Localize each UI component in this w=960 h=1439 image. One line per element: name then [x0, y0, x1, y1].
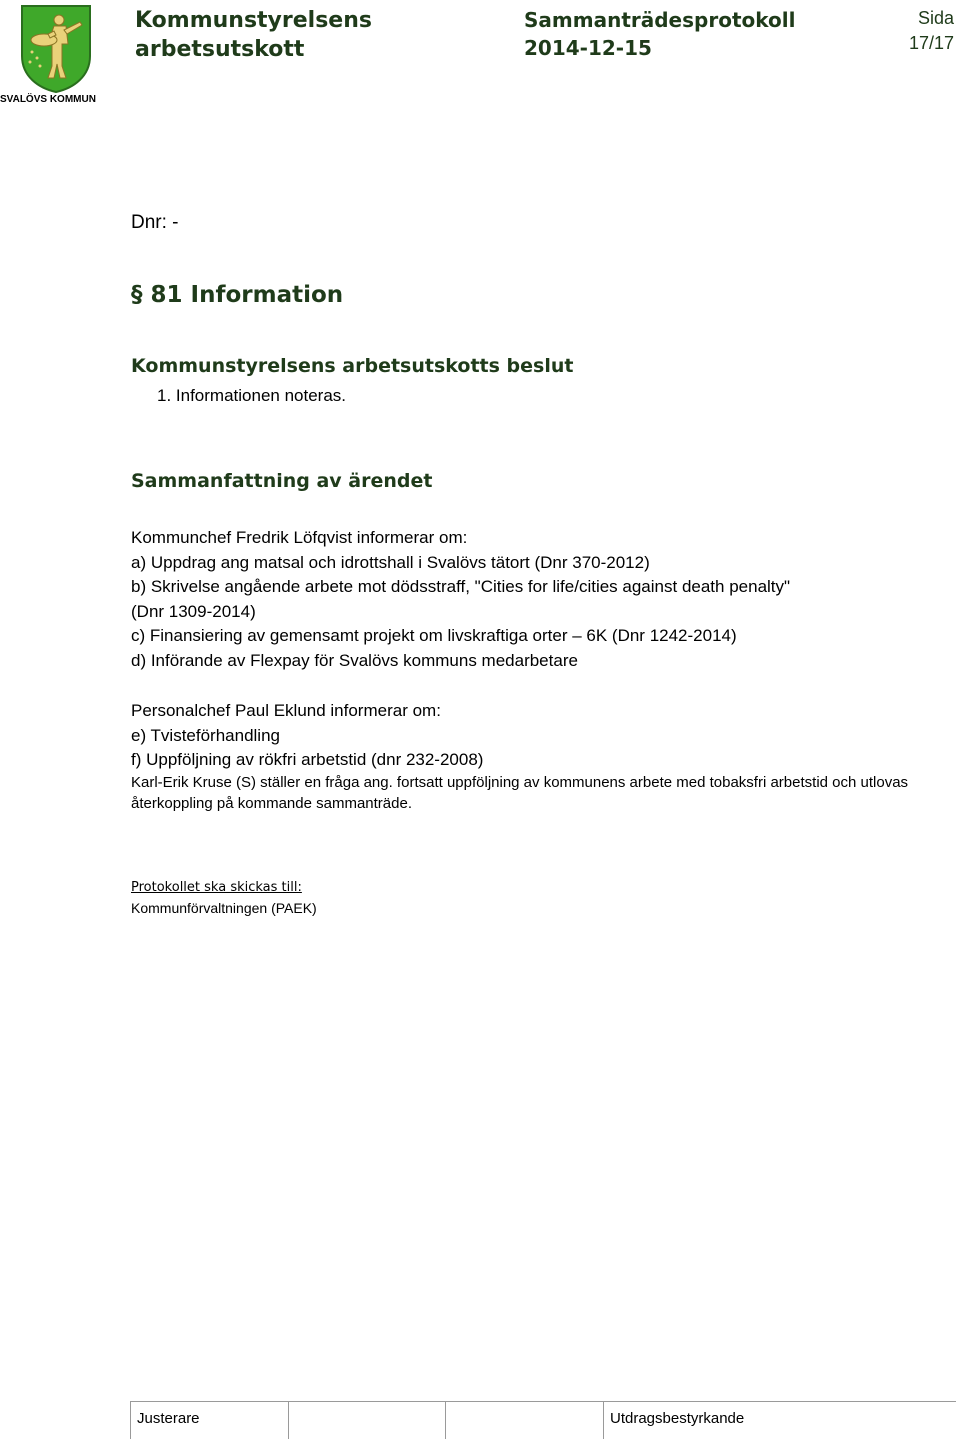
protocol-date: 2014-12-15 [524, 36, 652, 60]
footer-justerare-label: Justerare [137, 1410, 200, 1427]
footer-cell [445, 1402, 446, 1439]
summary-heading: Sammanfattning av ärendet [131, 470, 433, 492]
decision-item: 1. Informationen noteras. [157, 386, 347, 405]
summary-line: (Dnr 1309-2014) [131, 601, 256, 621]
summary-line: e) Tvisteförhandling [131, 725, 280, 745]
recipients-value: Kommunförvaltningen (PAEK) [131, 900, 317, 916]
footer-cell [130, 1402, 131, 1439]
summary-line: Personalchef Paul Eklund informerar om: [131, 701, 441, 720]
organization-line-2: arbetsutskott [135, 37, 305, 62]
summary-line: d) Införande av Flexpay för Svalövs kommuns medarbetare [131, 650, 578, 670]
page-number: 17/17 [908, 33, 954, 53]
summary-line: b) Skrivelse angående arbete mot dödsstraff, "Cities for life/cities against death penalty" [131, 577, 791, 597]
summary-line: f) Uppföljning av rökfri arbetstid (dnr 232-2008) [131, 750, 484, 770]
protocol-title: Sammanträdesprotokoll [524, 8, 796, 32]
footer-cell [288, 1402, 289, 1439]
decision-list [157, 385, 346, 407]
section-heading [131, 282, 343, 308]
organization-line-1: Kommunstyrelsens [135, 8, 372, 33]
case-number: Dnr: - [131, 212, 179, 233]
organization-name [135, 6, 372, 64]
footer-utdrag-label: Utdragsbestyrkande [610, 1410, 745, 1427]
summary-line: a) Uppdrag ang matsal och idrottshall i Svalövs tätort (Dnr 370-2012) [131, 552, 650, 572]
summary-note: Karl-Erik Kruse (S) ställer en fråga ang. fortsatt uppföljning av kommunens arbete med tobaksfri arbetstid och utlovas återkoppling på kommande sammanträde. [131, 774, 909, 812]
section-title: 81 Information [150, 282, 344, 308]
page-indicator [909, 6, 954, 56]
recipients-label: Protokollet ska skickas till: [131, 880, 302, 895]
municipality-name: SVALÖVS KOMMUN [0, 94, 96, 105]
summary-block-manager [131, 526, 790, 674]
summary-line: c) Finansiering av gemensamt projekt om livskraftiga orter – 6K (Dnr 1242-2014) [131, 626, 737, 646]
decision-heading: Kommunstyrelsens arbetsutskotts beslut [131, 355, 574, 377]
municipality-coat-of-arms [18, 4, 94, 94]
footer-cell [603, 1402, 604, 1439]
protocol-header [524, 6, 795, 62]
page-label: Sida [917, 8, 954, 28]
signature-footer [130, 1401, 956, 1439]
summary-line: Kommunchef Fredrik Löfqvist informerar om: [131, 528, 468, 547]
paragraph-symbol: § [131, 282, 143, 308]
summary-block-hr [131, 699, 483, 773]
